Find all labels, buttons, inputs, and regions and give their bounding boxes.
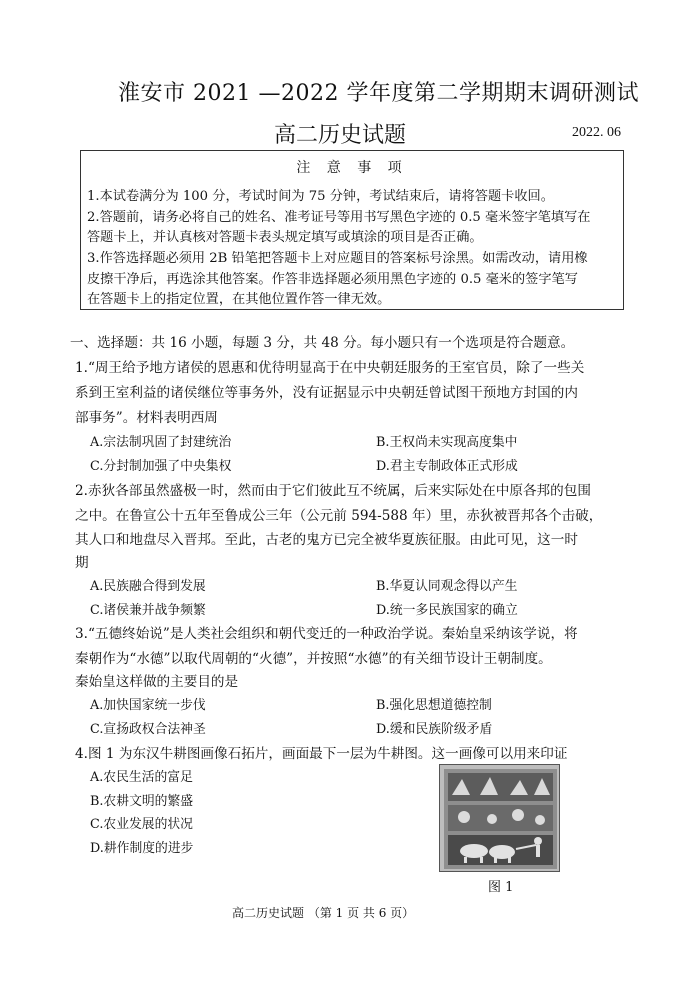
question-2-option-b: B.华夏认同观念得以产生 [376,579,518,594]
question-1-line: 1.“周王给予地方诸侯的恩惠和优待明显高于在中央朝廷服务的王室官员，除了一些关 [75,360,585,376]
question-1-option-b: B.王权尚未实现高度集中 [376,435,518,450]
question-3-line: 秦朝作为“水德”以取代周朝的“火德”，并按照“水德”的有关细节设计王朝制度。 [75,651,552,667]
ox-plowing-relief-image [439,764,560,872]
notice-line: 1.本试卷满分为 100 分，考试时间为 75 分钟，考试结束后，请将答题卡收回。 [87,189,554,204]
question-2-line: 之中。在鲁宣公十五年至鲁成公三年（公元前 594-588 年）里，赤狄被晋邦各个击破， [75,508,603,524]
question-4-option-c: C.农业发展的状况 [90,817,193,832]
question-1-option-c: C.分封制加强了中央集权 [90,459,232,474]
exam-date: 2022. 06 [572,125,621,140]
section-heading: 一、选择题：共 16 小题，每题 3 分，共 48 分。每小题只有一个选项是符合题意。 [70,335,575,351]
question-3-option-b: B.强化思想道德控制 [376,698,492,713]
question-2-option-a: A.民族融合得到发展 [90,579,206,594]
question-1-option-a: A.宗法制巩固了封建统治 [90,435,232,450]
question-2-option-c: C.诸侯兼并战争频繁 [90,603,206,618]
notice-line: 在答题卡上的指定位置，在其他位置作答一律无效。 [87,292,391,307]
exam-subtitle: 高二历史试题 [274,123,407,148]
question-4-line: 4.图 1 为东汉牛耕图画像石拓片，画面最下一层为牛耕图。这一画像可以用来印证 [75,746,568,762]
question-1-option-d: D.君主专制政体正式形成 [376,459,518,474]
question-1-line: 部事务”。材料表明西周 [75,410,218,426]
notice-line: 答题卡上，并认真核对答题卡表头规定填写或填涂的项目是否正确。 [87,230,483,245]
question-1-line: 系到王室利益的诸侯继位等事务外，没有证据显示中央朝廷曾试图干预地方封国的内 [75,385,578,401]
notice-line: 皮擦干净后，再选涂其他答案。作答非选择题必须用黑色字迹的 0.5 毫米的签字笔写 [87,272,578,287]
exam-title: 淮安市 2021 —2022 学年度第二学期期末调研测试 [118,81,639,106]
question-4-option-a: A.农民生活的富足 [90,770,193,785]
page-footer: 高二历史试题 （第 1 页 共 6 页） [232,906,415,920]
question-2-option-d: D.统一多民族国家的确立 [376,603,518,618]
notice-title: 注 意 事 项 [296,160,408,176]
notice-line: 2.答题前，请务必将自己的姓名、准考证号等用书写黑色字迹的 0.5 毫米签字笔填写在 [87,210,591,225]
question-3-option-a: A.加快国家统一步伐 [90,698,206,713]
notice-box [80,150,624,310]
question-4-option-d: D.耕作制度的进步 [90,841,194,856]
question-2-line: 期 [75,555,89,571]
question-3-option-c: C.宣扬政权合法神圣 [90,722,206,737]
question-3-line: 秦始皇这样做的主要目的是 [75,674,239,690]
question-2-line: 2.赤狄各部虽然盛极一时，然而由于它们彼此互不统属，后来实际处在中原各邦的包围 [75,483,591,499]
question-4-option-b: B.农耕文明的繁盛 [90,794,194,809]
question-3-option-d: D.缓和民族阶级矛盾 [376,722,493,737]
question-2-line: 其人口和地盘尽入晋邦。至此，古老的鬼方已完全被华夏族征服。由此可见，这一时 [75,532,578,548]
figure-caption: 图 1 [488,880,514,895]
question-3-line: 3.“五德终始说”是人类社会组织和朝代变迁的一种政治学说。秦始皇采纳该学说，将 [75,626,578,642]
notice-line: 3.作答选择题必须用 2B 铅笔把答题卡上对应题目的答案标号涂黑。如需改动，请用橡 [87,251,588,266]
